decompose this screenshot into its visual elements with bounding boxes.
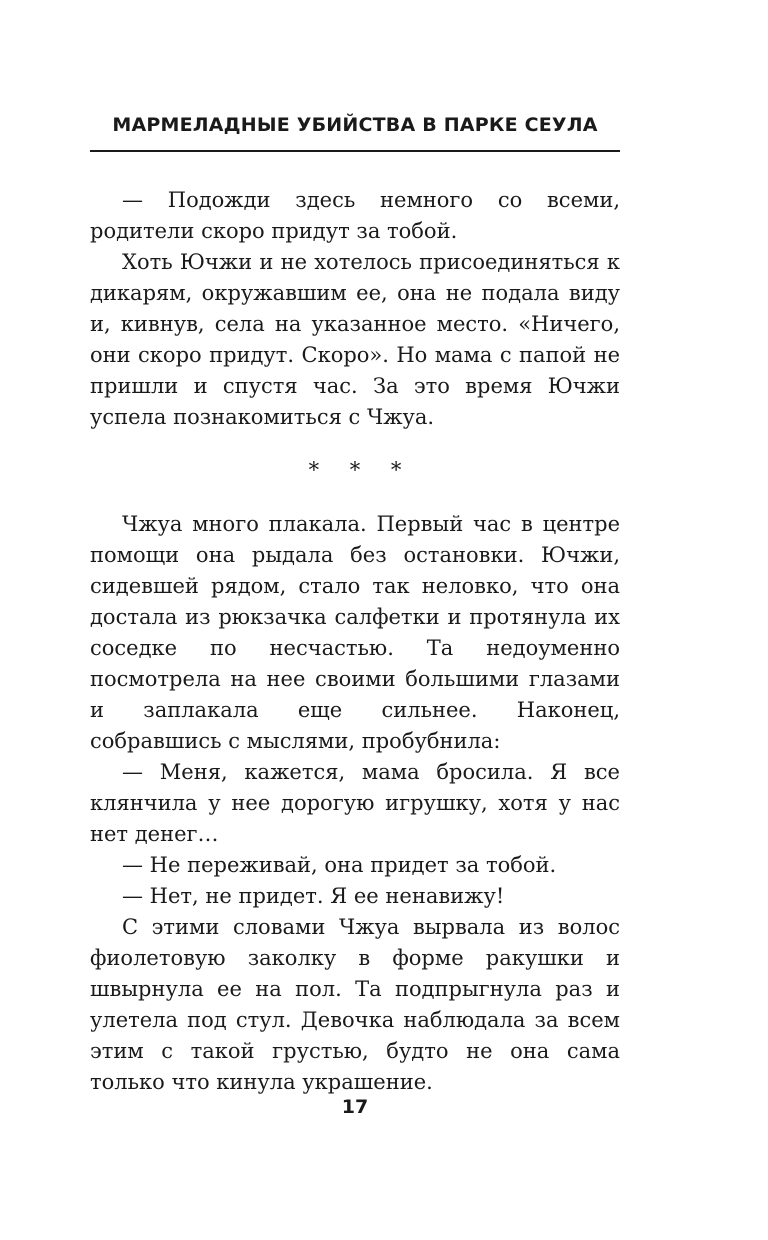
page-number: 17 — [341, 1096, 369, 1118]
text-block-1 — [90, 185, 620, 433]
header-rule — [90, 150, 620, 152]
paragraph: С этими словами Чжуа вырвала из волос фиолетовую заколку в форме ракушки и швырнула ее на пол. Та подпрыгнула раз и улетела под стул. Девочка наблюдала за всем этим с такой грустью, будто не она сама только что кинула украшение. — [90, 915, 620, 1094]
paragraph: Чжуа много плакала. Первый час в центре помощи она рыдала без остановки. Ючжи, сидевшей рядом, стало так неловко, что она достала из рюкзачка салфетки и протянула их соседке по несчастью. Та недоуменно посмотрела на нее своими большими глазами и заплакала еще сильнее. Наконец, собравшись с мыслями, пробубнила: — [90, 512, 620, 753]
paragraph: — Меня, кажется, мама бросила. Я все клянчила у нее дорогую игрушку, хотя у нас нет денег… — [90, 760, 620, 846]
paragraph: Хоть Ючжи и не хотелось присоединяться к дикарям, окружавшим ее, она не подала виду и, кивнув, села на указанное место. «Ничего, они скоро придут. Скоро». Но мама с папой не пришли и спустя час. За это время Ючжи успела познакомиться с Чжуа. — [90, 250, 620, 429]
section-separator: * * * — [308, 458, 414, 482]
paragraph: — Не переживай, она придет за тобой. — [122, 853, 557, 877]
text-block-2 — [90, 509, 620, 1098]
paragraph: — Подожди здесь немного со всеми, родители скоро придут за тобой. — [90, 188, 620, 243]
running-title: МАРМЕЛАДНЫЕ УБИЙСТВА В ПАРКЕ СЕУЛА — [112, 114, 598, 136]
paragraph: — Нет, не придет. Я ее ненавижу! — [122, 884, 505, 908]
